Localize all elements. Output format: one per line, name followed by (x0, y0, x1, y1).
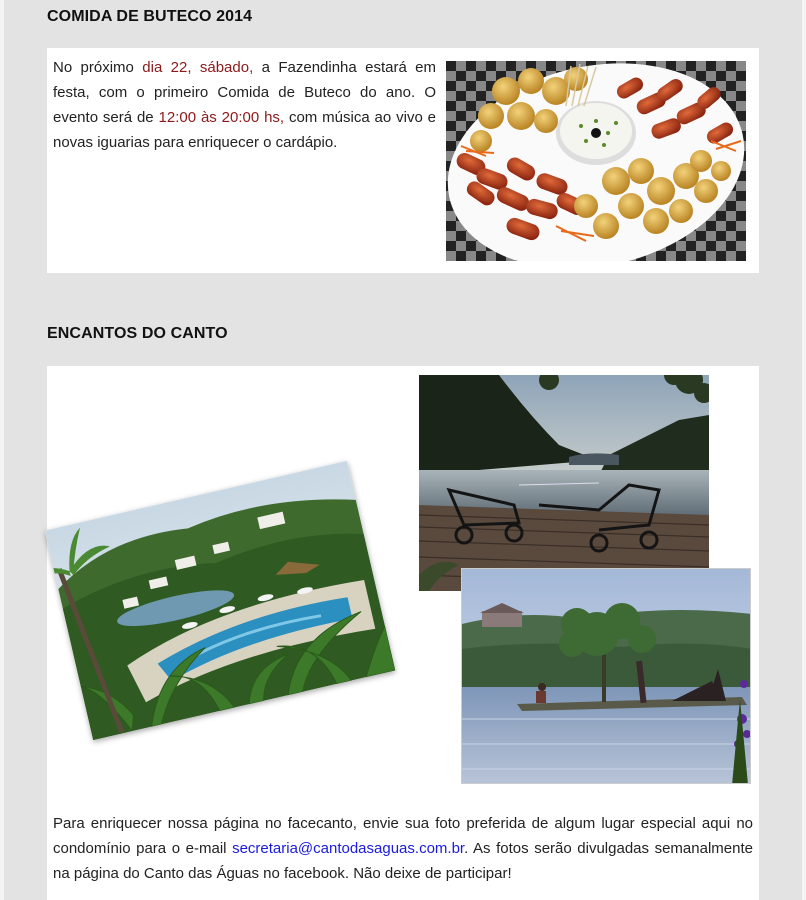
lake-deck-sunset-photo (419, 375, 709, 591)
photo-panel (47, 366, 759, 900)
food-platter-photo (446, 61, 746, 261)
page-edge-left (0, 0, 4, 900)
email-link[interactable]: secretaria@cantodasaguas.com.br (232, 840, 465, 857)
page-edge-right (802, 0, 806, 900)
text-part: com música ao vivo e novas iguarias para enriquecer o cardápio. (53, 109, 436, 151)
event-time: 12:00 às 20:00 hs, (158, 109, 285, 126)
text-part: a Fazendinha estará em festa, com o primeiro Comida de Buteco do ano. O evento será de (53, 59, 437, 126)
text-part: Para enriquecer nossa página no facecanto, envie sua foto preferida de algum lugar especial aqui no condomínio para o e-mail (53, 815, 753, 857)
section-title-comida-de-buteco: COMIDA DE BUTECO 2014 (47, 8, 253, 25)
photo-contest-description (53, 811, 753, 886)
event-description (53, 55, 436, 155)
event-panel (47, 48, 759, 273)
text-part: No próximo (53, 59, 143, 76)
text-part: . As fotos serão divulgadas semanalmente na página do Canto das Águas no facebook. Não deixe de participar! (53, 840, 753, 882)
resort-pool-photo (45, 461, 395, 740)
section-title-encantos-do-canto: ENCANTOS DO CANTO (47, 325, 228, 342)
event-date: dia 22, sábado, (142, 59, 254, 76)
lake-island-photo (461, 568, 751, 784)
